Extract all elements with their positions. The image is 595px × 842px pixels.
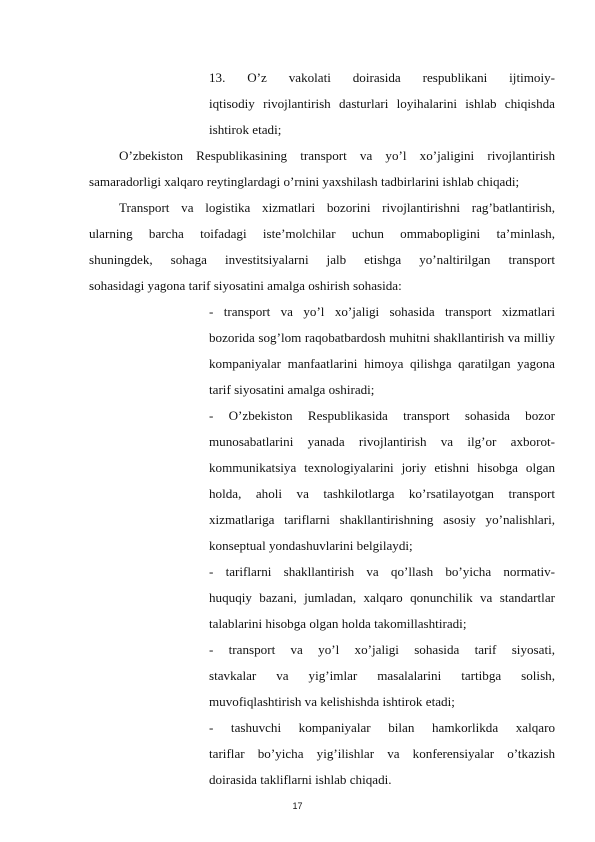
text-line: tarif siyosatini amalga oshiradi; xyxy=(209,382,375,397)
text-line: xizmatlariga tariflarni shakllantirishning asosiy yo’nalishlari, xyxy=(209,512,555,527)
text-line: sohasidagi yagona tarif siyosatini amalga oshirish sohasida: xyxy=(89,278,402,293)
text-line: ishtirok etadi; xyxy=(209,122,282,137)
text-line: - transport va yo’l xo’jaligi sohasida transport xizmatlari xyxy=(209,304,555,319)
text-line: huquqiy bazani, jumladan, xalqaro qonunchilik va standartlar xyxy=(209,590,555,605)
text-line: bozorida sog’lom raqobatbardosh muhitni shakllantirish va milliy xyxy=(209,330,555,345)
text-line: - O’zbekiston Respublikasida transport sohasida bozor xyxy=(209,408,555,423)
text-line: - tashuvchi kompaniyalar bilan hamkorlikda xalqaro xyxy=(209,720,555,735)
text-line: - tariflarni shakllantirish va qo’llash bo’yicha normativ- xyxy=(209,564,555,579)
text-line: iqtisodiy rivojlantirish dasturlari loyihalarini ishlab chiqishda xyxy=(209,96,555,111)
text-line: kompaniyalar manfaatlarini himoya qilishga qaratilgan yagona xyxy=(209,356,555,371)
page-number: 17 xyxy=(292,801,303,811)
text-line: muvofiqlashtirish va kelishishda ishtirok etadi; xyxy=(209,694,455,709)
text-line: munosabatlarini yanada rivojlantirish va ilg’or axborot- xyxy=(209,434,555,449)
text-line: shuningdek, sohaga investitsiyalarni jalb etishga yo’naltirilgan transport xyxy=(89,252,555,267)
text-line: O’zbekiston Respublikasining transport va yo’l xo’jaligini rivojlantirish xyxy=(119,148,555,163)
text-line: stavkalar va yig’imlar masalalarini tartibga solish, xyxy=(209,668,555,683)
text-line: Transport va logistika xizmatlari bozorini rivojlantirishni rag’batlantirish, xyxy=(119,200,555,215)
text-line: ularning barcha toifadagi iste’molchilar uchun ommabopligini ta’minlash, xyxy=(89,226,555,241)
text-line: holda, aholi va tashkilotlarga ko’rsatilayotgan transport xyxy=(209,486,555,501)
text-line: tariflar bo’yicha yig’ilishlar va konferensiyalar o’tkazish xyxy=(209,746,555,761)
text-line: doirasida takliflarni ishlab chiqadi. xyxy=(209,772,392,787)
text-line: talablarini hisobga olgan holda takomillashtiradi; xyxy=(209,616,467,631)
text-line: kommunikatsiya texnologiyalarini joriy etishni hisobga olgan xyxy=(209,460,555,475)
text-line: samaradorligi xalqaro reytinglardagi o’rnini yaxshilash tadbirlarini ishlab chiqadi; xyxy=(89,174,520,189)
text-line: - transport va yo’l xo’jaligi sohasida tarif siyosati, xyxy=(209,642,555,657)
text-line: 13. O’z vakolati doirasida respublikani ijtimoiy- xyxy=(209,70,555,85)
text-line: konseptual yondashuvlarini belgilaydi; xyxy=(209,538,413,553)
